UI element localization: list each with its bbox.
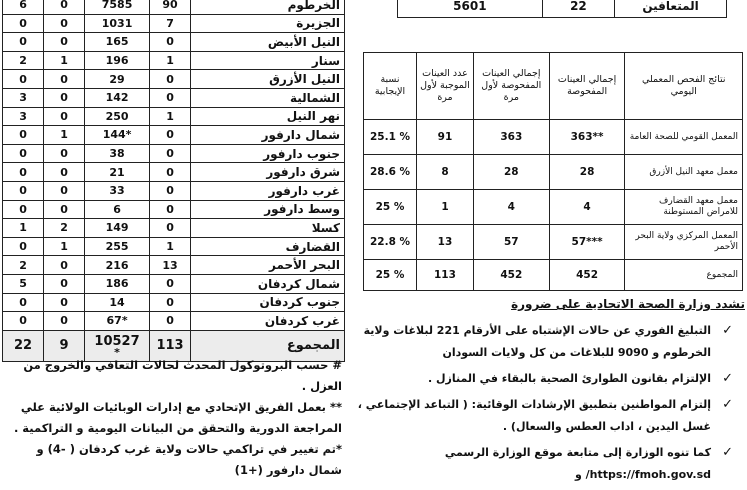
cell-new-cases: 0 bbox=[150, 219, 191, 238]
cell-col3: 0 bbox=[44, 14, 85, 33]
table-row bbox=[3, 163, 345, 182]
cell-cumulative: 1031 bbox=[85, 14, 150, 33]
header-lab-name: نتائج الفحص المعملي اليومي bbox=[625, 53, 743, 120]
cell-col4: 0 bbox=[3, 144, 44, 163]
lab-positivity-rate: 22.8 % bbox=[364, 225, 417, 260]
total-col4: 22 bbox=[3, 330, 44, 361]
cell-cumulative: 14 bbox=[85, 293, 150, 312]
header-positive-first: عدد العينات الموجبة لأول مرة bbox=[417, 53, 474, 120]
cell-col3: 0 bbox=[44, 70, 85, 89]
states-table bbox=[2, 0, 345, 362]
cell-col3: 0 bbox=[44, 256, 85, 275]
lab-positivity-rate: 25.1 % bbox=[364, 120, 417, 155]
cell-col4: 0 bbox=[3, 181, 44, 200]
recovered-row bbox=[398, 0, 727, 18]
footnote: # حسب البروتوكول المحدث لحالات التعافي والخروج من العزل . bbox=[23, 358, 342, 393]
lab-total-samples: 28 bbox=[549, 155, 625, 190]
header-first-time-samples: إجمالي العينات المفحوصة لأول مرة bbox=[473, 53, 549, 120]
guidance-item: ✓ التبليغ الفوري عن حالات الإشتباه على الأرقام 221 لبلاغات ولاية الخرطوم و 9090 للبلاغات من كل ولايات السودان bbox=[348, 320, 733, 364]
cell-new-cases: 0 bbox=[150, 126, 191, 145]
cell-col3: 0 bbox=[44, 312, 85, 331]
cell-col4: 2 bbox=[3, 256, 44, 275]
lab-positivity-rate: 25 % bbox=[364, 190, 417, 225]
state-name: البحر الأحمر bbox=[191, 256, 345, 275]
lab-first-time-samples: 28 bbox=[473, 155, 549, 190]
table-row bbox=[3, 293, 345, 312]
cell-col4: 0 bbox=[3, 293, 44, 312]
cell-new-cases: 0 bbox=[150, 200, 191, 219]
cell-new-cases: 0 bbox=[150, 88, 191, 107]
cell-col4: 0 bbox=[3, 14, 44, 33]
lab-first-time-samples: 363 bbox=[473, 120, 549, 155]
cell-col4: 0 bbox=[3, 312, 44, 331]
cell-cumulative: 149 bbox=[85, 219, 150, 238]
lab-total-samples: 4 bbox=[549, 190, 625, 225]
state-name: جنوب كردفان bbox=[191, 293, 345, 312]
footnotes bbox=[10, 355, 342, 481]
cell-col3: 0 bbox=[44, 144, 85, 163]
cell-cumulative: 196 bbox=[85, 51, 150, 70]
cell-col4: 3 bbox=[3, 88, 44, 107]
cell-cumulative: 29 bbox=[85, 70, 150, 89]
check-icon: ✓ bbox=[722, 371, 733, 386]
cell-cumulative: 6 bbox=[85, 200, 150, 219]
cell-col3: 0 bbox=[44, 107, 85, 126]
cell-col4: 0 bbox=[3, 237, 44, 256]
cell-col4: 0 bbox=[3, 70, 44, 89]
table-row bbox=[3, 181, 345, 200]
cell-new-cases: 0 bbox=[150, 312, 191, 331]
total-label: المجموع bbox=[191, 330, 345, 361]
cell-new-cases: 7 bbox=[150, 14, 191, 33]
cell-new-cases: 0 bbox=[150, 181, 191, 200]
lab-name: المعمل القومي للصحة العامة bbox=[625, 120, 743, 155]
state-name: شرق دارفور bbox=[191, 163, 345, 182]
cell-new-cases: 0 bbox=[150, 33, 191, 52]
table-row bbox=[3, 200, 345, 219]
total-cumulative-star: * bbox=[114, 346, 120, 360]
lab-total-samples: 452 bbox=[549, 260, 625, 291]
table-row bbox=[3, 237, 345, 256]
lab-name: المعمل المركزي ولاية البحر الأحمر bbox=[625, 225, 743, 260]
cell-cumulative: 21 bbox=[85, 163, 150, 182]
header-positivity-rate: نسبة الإيجابية bbox=[364, 53, 417, 120]
states-table-body bbox=[3, 0, 345, 361]
cell-new-cases: 0 bbox=[150, 274, 191, 293]
header-total-samples: إجمالي العينات المفحوصة bbox=[549, 53, 625, 120]
cell-cumulative: 142 bbox=[85, 88, 150, 107]
lab-first-time-samples: 57 bbox=[473, 225, 549, 260]
table-row bbox=[364, 260, 743, 291]
cell-col4: 0 bbox=[3, 163, 44, 182]
lab-positive-count: 91 bbox=[417, 120, 474, 155]
state-name: غرب كردفان bbox=[191, 312, 345, 331]
lab-positive-count: 13 bbox=[417, 225, 474, 260]
table-row bbox=[3, 144, 345, 163]
table-row bbox=[364, 120, 743, 155]
guidance-item: ✓ الإلتزام بقانون الطوارئ الصحية بالبقاء في المنازل . bbox=[348, 368, 733, 390]
cell-col3: 0 bbox=[44, 33, 85, 52]
cell-col3: 0 bbox=[44, 274, 85, 293]
state-name: شمال كردفان bbox=[191, 274, 345, 293]
state-name: القضارف bbox=[191, 237, 345, 256]
cell-col4: 0 bbox=[3, 33, 44, 52]
table-row bbox=[3, 107, 345, 126]
lab-total-samples: 363** bbox=[549, 120, 625, 155]
cell-col3: 1 bbox=[44, 126, 85, 145]
table-row bbox=[3, 126, 345, 145]
footnote: *تم تغيير في تراكمي حالات ولاية غرب كردفان ( -4) و شمال دارفور (+1) bbox=[36, 442, 342, 477]
table-row bbox=[3, 70, 345, 89]
cell-col3: 2 bbox=[44, 219, 85, 238]
footnote: ** بعمل الفريق الإتحادي مع إدارات الوبائيات الولائية علي المراجعة الدورية والتحقق من البيانات اليومية و التراكمية . bbox=[13, 400, 342, 435]
state-name: الشمالية bbox=[191, 88, 345, 107]
cell-cumulative: 216 bbox=[85, 256, 150, 275]
cell-new-cases: 90 bbox=[150, 0, 191, 14]
cell-col3: 0 bbox=[44, 88, 85, 107]
check-icon: ✓ bbox=[722, 323, 733, 338]
table-row bbox=[3, 51, 345, 70]
table-row bbox=[3, 219, 345, 238]
cell-new-cases: 1 bbox=[150, 51, 191, 70]
cell-cumulative: 255 bbox=[85, 237, 150, 256]
recovered-table bbox=[397, 0, 727, 18]
cell-col3: 0 bbox=[44, 0, 85, 14]
state-name: كسلا bbox=[191, 219, 345, 238]
lab-positive-count: 1 bbox=[417, 190, 474, 225]
cell-new-cases: 0 bbox=[150, 293, 191, 312]
lab-positivity-rate: 25 % bbox=[364, 260, 417, 291]
guidance-title: تشدد وزارة الصحة الاتحادية على ضرورة bbox=[511, 297, 745, 311]
guidance-list bbox=[348, 320, 733, 490]
table-row bbox=[364, 225, 743, 260]
state-name: سنار bbox=[191, 51, 345, 70]
cell-new-cases: 0 bbox=[150, 144, 191, 163]
cell-col3: 1 bbox=[44, 51, 85, 70]
lab-name: المجموع bbox=[625, 260, 743, 291]
lab-results-table bbox=[363, 52, 743, 291]
state-name: النيل الأبيض bbox=[191, 33, 345, 52]
check-icon: ✓ bbox=[722, 445, 733, 460]
cell-cumulative: 250 bbox=[85, 107, 150, 126]
guidance-item: ✓ كما تنوه الوزارة إلى متابعة موقع الوزارة الرسمي https://fmoh.gov.sd/ و bbox=[348, 442, 733, 486]
cell-cumulative: 186 bbox=[85, 274, 150, 293]
lab-positivity-rate: 28.6 % bbox=[364, 155, 417, 190]
cell-new-cases: 0 bbox=[150, 70, 191, 89]
table-row bbox=[3, 274, 345, 293]
table-row bbox=[364, 190, 743, 225]
recovered-today: 22 bbox=[542, 0, 614, 18]
cell-col4: 0 bbox=[3, 200, 44, 219]
cell-col3: 0 bbox=[44, 163, 85, 182]
cell-new-cases: 0 bbox=[150, 163, 191, 182]
lab-name: معمل معهد القضارف للامراض المستوطنة bbox=[625, 190, 743, 225]
cell-cumulative: 38 bbox=[85, 144, 150, 163]
check-icon: ✓ bbox=[722, 397, 733, 412]
lab-header-row bbox=[364, 53, 743, 120]
lab-total-samples: 57*** bbox=[549, 225, 625, 260]
state-name: النيل الأزرق bbox=[191, 70, 345, 89]
cell-col3: 1 bbox=[44, 237, 85, 256]
lab-name: معمل معهد النيل الأزرق bbox=[625, 155, 743, 190]
cell-col3: 0 bbox=[44, 293, 85, 312]
cell-col4: 5 bbox=[3, 274, 44, 293]
cell-col4: 6 bbox=[3, 0, 44, 14]
state-name: غرب دارفور bbox=[191, 181, 345, 200]
cell-col4: 0 bbox=[3, 126, 44, 145]
cell-new-cases: 13 bbox=[150, 256, 191, 275]
total-new-cases: 113 bbox=[150, 330, 191, 361]
cell-cumulative: 144* bbox=[85, 126, 150, 145]
table-row bbox=[3, 33, 345, 52]
cell-cumulative: 67* bbox=[85, 312, 150, 331]
total-col3: 9 bbox=[44, 330, 85, 361]
cell-col4: 1 bbox=[3, 219, 44, 238]
state-name: الجزيرة bbox=[191, 14, 345, 33]
cell-new-cases: 1 bbox=[150, 107, 191, 126]
cell-cumulative: 7585 bbox=[85, 0, 150, 14]
recovered-total: 5601 bbox=[398, 0, 543, 18]
cell-col3: 0 bbox=[44, 200, 85, 219]
cell-cumulative: 33 bbox=[85, 181, 150, 200]
state-name: جنوب دارفور bbox=[191, 144, 345, 163]
table-row bbox=[3, 312, 345, 331]
lab-positive-count: 8 bbox=[417, 155, 474, 190]
cell-new-cases: 1 bbox=[150, 237, 191, 256]
table-row bbox=[364, 155, 743, 190]
cell-col4: 2 bbox=[3, 51, 44, 70]
cell-cumulative: 165 bbox=[85, 33, 150, 52]
table-row bbox=[3, 14, 345, 33]
state-name: الخرطوم bbox=[191, 0, 345, 14]
guidance-item: ✓ إلتزام المواطنين بتطبيق الإرشادات الوقائية: ( التباعد الإجتماعي ، غسل اليدين ، اداب العطس والسعال) . bbox=[348, 394, 733, 438]
table-row bbox=[3, 88, 345, 107]
lab-first-time-samples: 4 bbox=[473, 190, 549, 225]
state-name: شمال دارفور bbox=[191, 126, 345, 145]
table-row bbox=[3, 0, 345, 14]
recovered-label: المتعافين bbox=[615, 0, 727, 18]
lab-first-time-samples: 452 bbox=[473, 260, 549, 291]
total-cumulative-value: 10527 bbox=[94, 334, 140, 350]
table-row bbox=[3, 256, 345, 275]
state-name: وسط دارفور bbox=[191, 200, 345, 219]
cell-col3: 0 bbox=[44, 181, 85, 200]
lab-positive-count: 113 bbox=[417, 260, 474, 291]
cell-col4: 3 bbox=[3, 107, 44, 126]
state-name: نهر النيل bbox=[191, 107, 345, 126]
lab-results-body bbox=[364, 120, 743, 291]
